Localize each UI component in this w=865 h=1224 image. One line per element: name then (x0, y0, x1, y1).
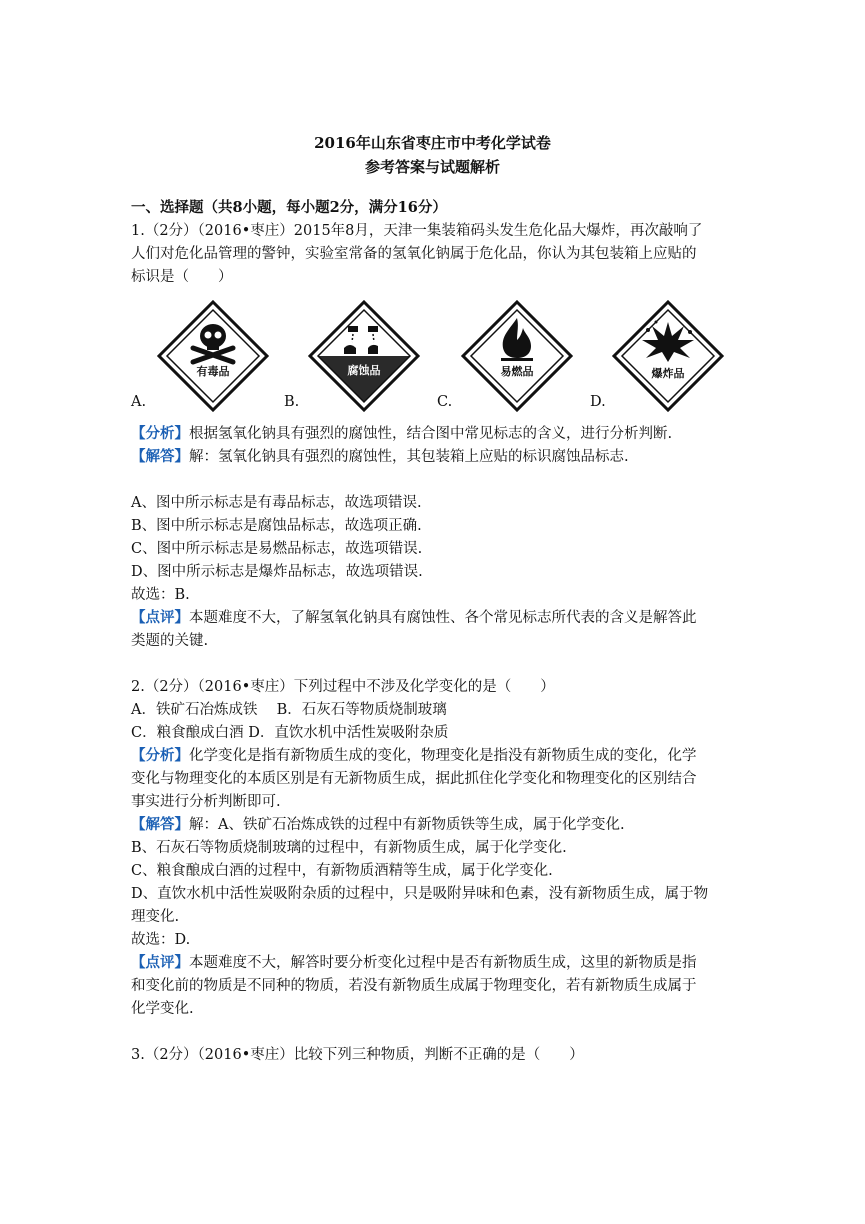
sign-label: 易燃品 (500, 365, 534, 378)
q2-comment (131, 953, 697, 973)
toxic-sign (157, 300, 269, 412)
analysis-text: 根据氢氧化钠具有强烈的腐蚀性，结合图中常见标志的含义，进行分析判断. (189, 426, 673, 442)
q1-explanation: A、图中所示标志是有毒品标志，故选项错误. (131, 495, 422, 511)
sign-label: 有毒品 (196, 365, 230, 378)
explosive-sign (612, 300, 724, 412)
comment-tag: 【点评】 (131, 954, 189, 971)
sign-label: 爆炸品 (651, 367, 685, 380)
answer-text: 解：氢氧化钠具有强烈的腐蚀性，其包装箱上应贴的标识腐蚀品标志. (189, 449, 629, 465)
analysis-tag: 【分析】 (131, 425, 189, 442)
q1-comment (131, 608, 697, 628)
comment-tag: 【点评】 (131, 609, 189, 626)
page-subtitle: 参考答案与试题解析 (364, 158, 500, 176)
q2-options-2: C．粮食酿成白酒 D．直饮水机中活性炭吸附杂质 (131, 725, 449, 741)
sign-label: 腐蚀品 (347, 364, 381, 377)
option-d-label: D. (590, 394, 606, 410)
q1-line-2: 人们对危化品管理的警钟，实验室常备的氢氧化钠属于危化品，你认为其包装箱上应贴的 (131, 246, 697, 262)
answer-text: 解：A、铁矿石冶炼成铁的过程中有新物质铁等生成，属于化学变化. (189, 817, 625, 833)
q1-analysis (131, 424, 672, 444)
q1-explanation: D、图中所示标志是爆炸品标志，故选项错误. (131, 564, 423, 580)
answer-tag: 【解答】 (131, 816, 189, 833)
section-heading: 一、选择题（共8小题，每小题2分，满分16分） (131, 199, 447, 216)
q1-choice: 故选：B. (131, 587, 190, 603)
q2-comment-cont: 和变化前的物质是不同种的物质，若没有新物质生成属于物理变化，若有新物质生成属于 (131, 978, 697, 994)
q2-analysis (131, 746, 697, 766)
q2-choice: 故选：D. (131, 932, 191, 948)
q2-options-1: A．铁矿石冶炼成铁 B．石灰石等物质烧制玻璃 (131, 702, 447, 718)
q1-comment-cont: 类题的关键. (131, 633, 209, 649)
analysis-tag: 【分析】 (131, 747, 189, 764)
q2-question: 2.（2分）（2016•枣庄）下列过程中不涉及化学变化的是（ ） (131, 679, 555, 695)
q2-comment-cont: 化学变化. (131, 1001, 194, 1017)
q1-explanation: C、图中所示标志是易燃品标志，故选项错误. (131, 541, 423, 557)
comment-text: 本题难度不大，了解氢氧化钠具有腐蚀性、各个常见标志所代表的含义是解答此 (189, 610, 697, 626)
q3-question: 3.（2分）（2016•枣庄）比较下列三种物质，判断不正确的是（ ） (131, 1047, 584, 1063)
option-a-label: A. (131, 394, 147, 410)
page-title: 2016年山东省枣庄市中考化学试卷 (314, 134, 551, 152)
answer-tag: 【解答】 (131, 448, 189, 465)
q1-answer (131, 447, 629, 467)
flammable-sign (461, 300, 573, 412)
q2-answer (131, 815, 625, 835)
analysis-text: 化学变化是指有新物质生成的变化，物理变化是指没有新物质生成的变化，化学 (189, 748, 697, 764)
option-b-label: B. (284, 394, 300, 410)
q2-analysis-cont: 事实进行分析判断即可. (131, 794, 281, 810)
q2-analysis-cont: 变化与物理变化的本质区别是有无新物质生成，据此抓住化学变化和物理变化的区别结合 (131, 771, 697, 787)
q2-explanation: D、直饮水机中活性炭吸附杂质的过程中，只是吸附异味和色素，没有新物质生成，属于物 (131, 886, 709, 902)
comment-text: 本题难度不大，解答时要分析变化过程中是否有新物质生成，这里的新物质是指 (189, 955, 697, 971)
option-c-label: C. (437, 394, 453, 410)
corrosive-sign (308, 300, 420, 412)
q2-explanation: B、石灰石等物质烧制玻璃的过程中，有新物质生成，属于化学变化. (131, 840, 567, 856)
q1-explanation: B、图中所示标志是腐蚀品标志，故选项正确. (131, 518, 422, 534)
q1-line-3: 标识是（ ） (131, 269, 233, 285)
q2-explanation: 理变化. (131, 909, 180, 925)
q1-line-1: 1.（2分）（2016•枣庄）2015年8月，天津一集装箱码头发生危化品大爆炸，再次敲响了 (131, 223, 703, 239)
q2-explanation: C、粮食酿成白酒的过程中，有新物质酒精等生成，属于化学变化. (131, 863, 553, 879)
